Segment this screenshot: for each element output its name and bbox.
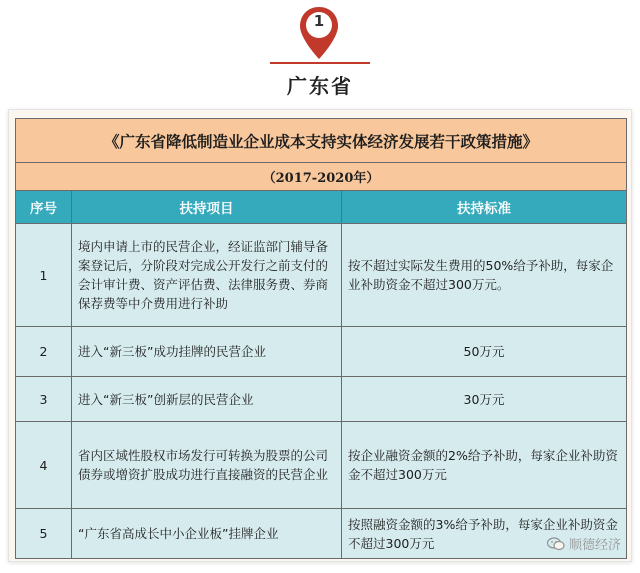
row-project: 进入“新三板”创新层的民营企业	[72, 377, 342, 422]
table-title: 《广东省降低制造业企业成本支持实体经济发展若干政策措施》	[16, 119, 627, 163]
table-row	[16, 509, 627, 559]
table-row	[16, 422, 627, 509]
row-number: 5	[16, 509, 72, 559]
province-title: 广东省	[287, 74, 353, 98]
row-number: 1	[16, 224, 72, 327]
policy-card	[8, 109, 632, 562]
row-standard: 按不超过实际发生费用的50%给予补助，每家企业补助资金不超过300万元。	[342, 224, 627, 327]
badge-number: 1	[313, 12, 325, 30]
table-row	[16, 377, 627, 422]
header	[0, 0, 640, 100]
column-header-project: 扶持项目	[72, 191, 342, 224]
row-project: 省内区域性股权市场发行可转换为股票的公司债券或增资扩股成功进行直接融资的民营企业	[72, 422, 342, 509]
watermark-text: 顺德经济	[568, 538, 621, 553]
policy-table	[15, 118, 627, 559]
row-standard: 按照融资金额的3%给予补助，每家企业补助资金不超过300万元	[342, 509, 627, 559]
row-standard: 30万元	[342, 377, 627, 422]
watermark	[547, 534, 621, 553]
row-number: 2	[16, 327, 72, 377]
row-number: 4	[16, 422, 72, 509]
title-divider	[270, 62, 370, 64]
wechat-icon	[547, 537, 565, 551]
table-subtitle: （2017-2020年）	[16, 163, 627, 191]
table-header-row	[16, 191, 627, 224]
table-row	[16, 327, 627, 377]
row-project: 境内申请上市的民营企业，经证监部门辅导备案登记后，分阶段对完成公开发行之前支付的会计审计费、资产评估费、法律服务费、券商保荐费等中介费用进行补助	[72, 224, 342, 327]
table-row	[16, 224, 627, 327]
column-header-standard: 扶持标准	[342, 191, 627, 224]
row-standard: 50万元	[342, 327, 627, 377]
row-project: 进入“新三板”成功挂牌的民营企业	[72, 327, 342, 377]
row-standard: 按企业融资金额的2%给予补助，每家企业补助资金不超过300万元	[342, 422, 627, 509]
row-project: “广东省高成长中小企业板”挂牌企业	[72, 509, 342, 559]
column-header-no: 序号	[16, 191, 72, 224]
row-number: 3	[16, 377, 72, 422]
